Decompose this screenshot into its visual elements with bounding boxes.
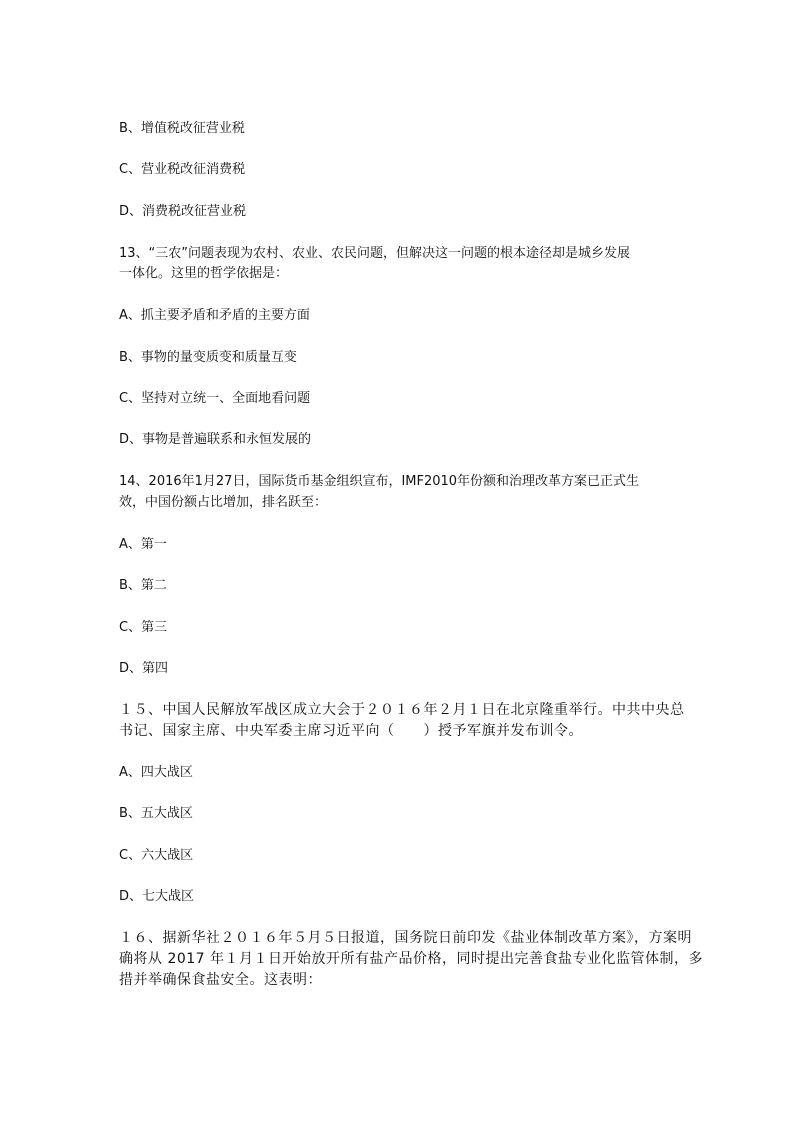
q16-stem-line2: 确将从 2017 年１月１日开始放开所有盐产品价格，同时提出完善食盐专业化监管体制，多: [119, 951, 704, 967]
q14-option-b: B、第二: [119, 578, 167, 593]
q16-stem-line3: 措并举确保食盐安全。这表明：: [119, 972, 322, 988]
q14-stem-line1: 14、2016年1月27日，国际货币基金组织宣布，IMF2010年份额和治理改革方案已正式生: [119, 474, 640, 489]
q13-stem-line2: 一体化。这里的哲学依据是：: [119, 266, 289, 281]
q12-option-b: B、增值税改征营业税: [119, 121, 245, 136]
q14-option-d: D、第四: [119, 661, 169, 676]
q15-option-a: A、四大战区: [119, 765, 193, 780]
q13-option-b: B、事物的量变质变和质量互变: [119, 350, 297, 365]
q16-stem-line1: １６、据新华社２０１６年５月５日报道，国务院日前印发《盐业体制改革方案》，方案明: [119, 930, 692, 946]
q13-option-a: A、抓主要矛盾和矛盾的主要方面: [119, 308, 310, 323]
q12-option-d: D、消费税改征营业税: [119, 204, 247, 219]
q15-stem-line2: 书记、国家主席、中央军委主席习近平向（ ）授予军旗并发布训令。: [119, 723, 583, 739]
q15-stem-line1: １５、中国人民解放军战区成立大会于２０１６年２月１日在北京隆重举行。中共中央总: [119, 702, 685, 718]
q14-option-c: C、第三: [119, 620, 168, 635]
q15-option-d: D、七大战区: [119, 889, 195, 904]
q13-option-c: C、坚持对立统一、全面地看问题: [119, 391, 311, 406]
q15-option-c: C、六大战区: [119, 848, 194, 863]
q12-option-c: C、营业税改征消费税: [119, 162, 246, 177]
q15-option-b: B、五大战区: [119, 806, 193, 821]
q14-option-a: A、第一: [119, 537, 167, 552]
q13-option-d: D、事物是普遍联系和永恒发展的: [119, 432, 312, 447]
q14-stem-line2: 效，中国份额占比增加，排名跃至：: [119, 495, 328, 510]
q13-stem-line1: 13、“三农”问题表现为农村、农业、农民问题，但解决这一问题的根本途径却是城乡发展: [119, 246, 631, 261]
